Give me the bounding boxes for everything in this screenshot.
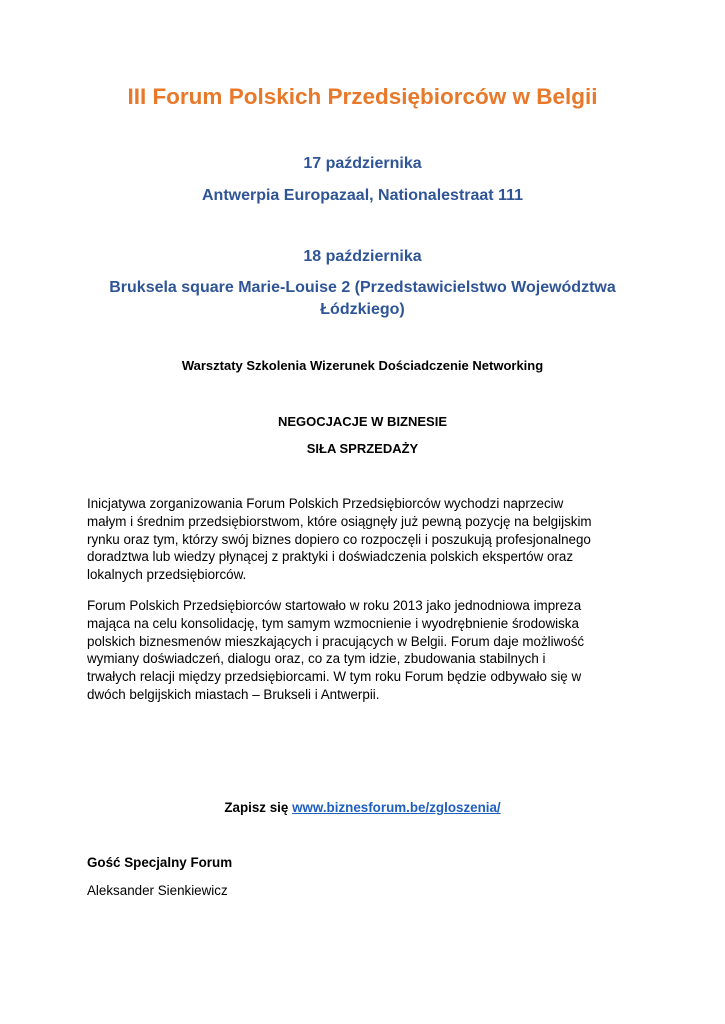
paragraph-line: małym i średnim przedsiębiorstwom, które osiągnęły już pewną pozycję na belgijskim — [87, 513, 592, 529]
history-paragraph — [87, 597, 647, 704]
paragraph-line: Forum Polskich Przedsiębiorców startowało w roku 2013 jako jednodniowa impreza — [87, 598, 582, 613]
signup-line — [40, 799, 685, 817]
paragraph-line: doradztwa lub wiedzy płynącej z praktyki i doświadczenia polskich ekspertów oraz — [87, 549, 574, 565]
topic-2: SIŁA SPRZEDAŻY — [306, 441, 419, 456]
topic-1: NEGOCJACJE W BIZNESIE — [277, 414, 448, 429]
signup-label: Zapisz się — [224, 800, 289, 815]
intro-paragraph — [87, 495, 647, 584]
day2-date: 18 października — [303, 248, 422, 265]
page-title: III Forum Polskich Przedsiębiorców w Belgii — [127, 84, 598, 109]
paragraph-line: polskich biznesmenów mieszkających i pracujących w Belgii. Forum daje możliwość — [87, 633, 585, 649]
day2-place-line2: Łódzkiego) — [320, 301, 405, 318]
paragraph-line: trwałych relacji między przedsiębiorcami. W tym roku Forum będzie odbywało się w — [87, 669, 582, 685]
paragraph-line: mająca na celu konsolidację, tym samym wzmocnienie i wyodrębnienie środowiska — [87, 615, 579, 631]
paragraph-line: dwóch belgijskich miastach – Brukseli i Antwerpii. — [87, 686, 380, 702]
day2-place-line1: Bruksela square Marie-Louise 2 (Przedstawicielstwo Województwa — [109, 279, 616, 296]
paragraph-line: wymiany doświadczeń, dialogu oraz, co za tym idzie, zbudowania stabilnych i — [87, 651, 546, 667]
day1-place: Antwerpia Europazaal, Nationalestraat 111 — [201, 187, 523, 204]
activities-line: Warsztaty Szkolenia Wizerunek Dościadczenie Networking — [181, 358, 544, 373]
paragraph-line: rynku oraz tym, którzy swój biznes dopiero co rozpoczęli i poszukują profesjonalnego — [87, 531, 591, 547]
day1-date: 17 października — [303, 155, 422, 172]
signup-link[interactable]: www.biznesforum.be/zgloszenia/ — [292, 800, 501, 815]
guest-heading: Gość Specjalny Forum — [87, 855, 233, 870]
guest-name: Aleksander Sienkiewicz — [87, 883, 228, 898]
paragraph-line: Inicjatywa zorganizowania Forum Polskich Przedsiębiorców wychodzi naprzeciw — [87, 496, 564, 511]
paragraph-line: lokalnych przedsiębiorców. — [87, 567, 247, 583]
